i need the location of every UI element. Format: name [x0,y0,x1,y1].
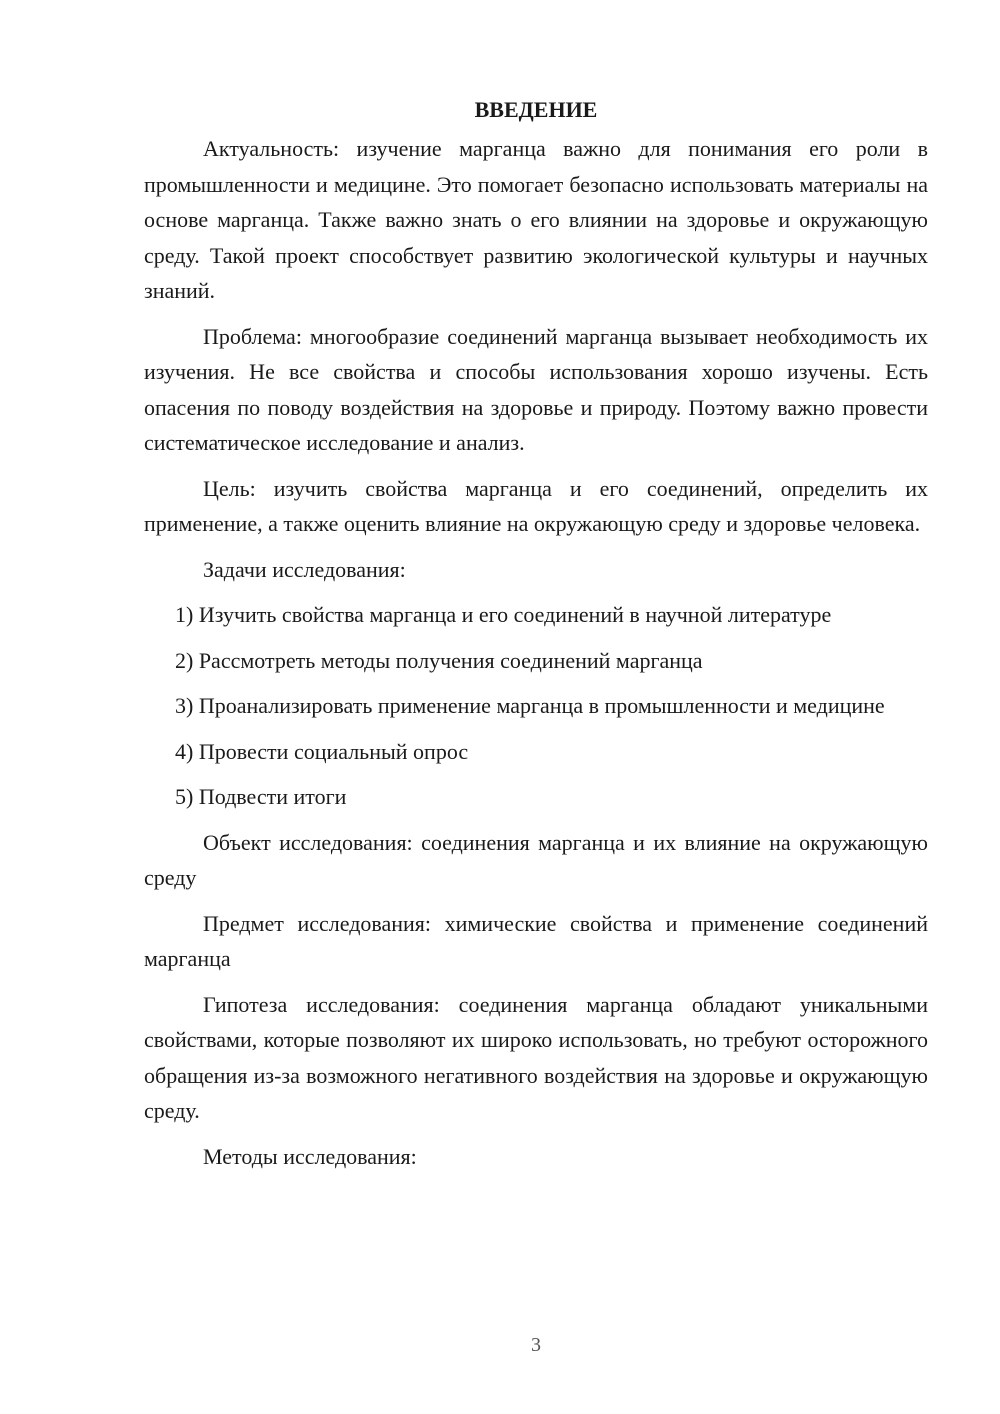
subject-paragraph: Предмет исследования: химические свойства и применение соединений марганца [144,910,928,971]
relevance-paragraph: Актуальность: изучение марганца важно для понимания его роли в промышленности и медицине. Это помогает безопасно использовать материалы на основе марганца. Также важно знать о его влиянии на здоровье и окружающую среду. Такой проект способствует развитию экологической культуры и научных знаний. [144,136,928,303]
goal-paragraph: Цель: изучить свойства марганца и его соединений, определить их применение, а также оценить влияние на окружающую среду и здоровье человека. [144,475,928,536]
section-title: ВВЕДЕНИЕ [474,97,598,122]
task-item-5: 5) Подвести итоги [175,784,347,809]
object-paragraph: Объект исследования: соединения марганца и их влияние на окружающую среду [144,829,928,890]
tasks-heading: Задачи исследования: [203,556,406,582]
page-number: 3 [531,1334,541,1356]
methods-heading: Методы исследования: [203,1143,417,1169]
document-page [144,92,928,1184]
task-item-1: 1) Изучить свойства марганца и его соединений в научной литературе [175,602,832,627]
hypothesis-paragraph: Гипотеза исследования: соединения марганца обладают уникальными свойствами, которые позволяют их широко использовать, но требуют осторожного обращения из-за возможного негативного воздействия на здоровье и окружающую среду. [144,991,928,1123]
task-item-3: 3) Проанализировать применение марганца в промышленности и медицине [175,693,885,718]
problem-paragraph: Проблема: многообразие соединений марганца вызывает необходимость их изучения. Не все свойства и способы использования хорошо изучены. Есть опасения по поводу воздействия на здоровье и природу. Поэтому важно провести систематическое исследование и анализ. [144,323,928,455]
task-item-2: 2) Рассмотреть методы получения соединений марганца [175,647,703,673]
task-item-4: 4) Провести социальный опрос [175,738,469,764]
